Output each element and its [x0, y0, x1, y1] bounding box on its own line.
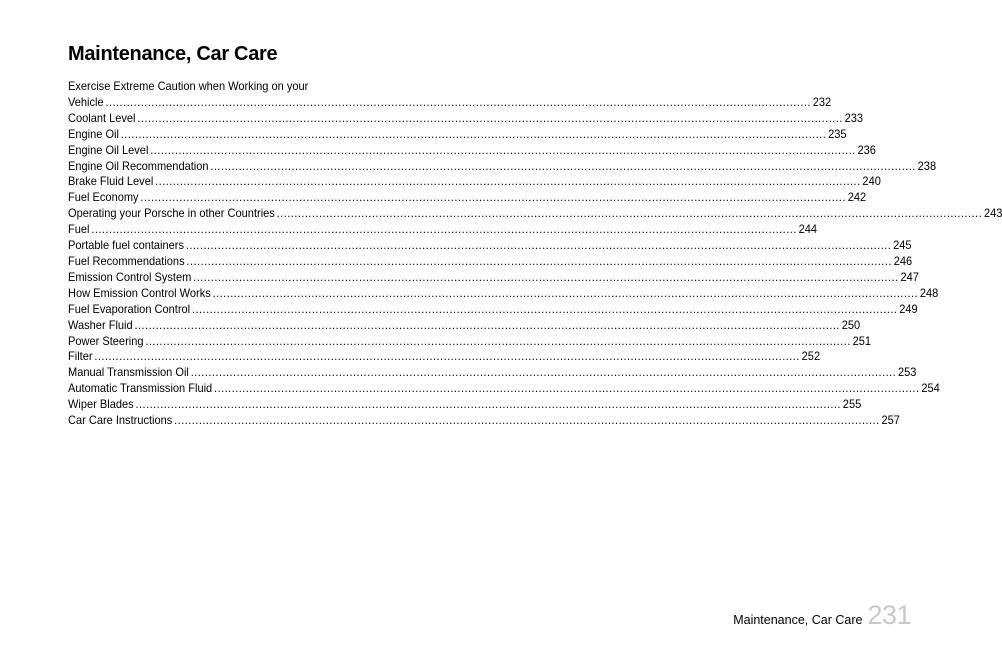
toc-entry-page-number: 244	[798, 222, 818, 237]
toc-entry-label: Portable fuel containers	[68, 238, 184, 253]
toc-entry[interactable]	[68, 158, 937, 175]
toc-dot-leader: ........................................................................................................................................................................................................	[145, 333, 851, 348]
toc-dot-leader: ........................................................................................................................................................................................................	[94, 349, 800, 364]
toc-entry-label: Fuel Economy	[68, 190, 139, 205]
toc-entry[interactable]	[68, 285, 939, 302]
toc-dot-leader: ........................................................................................................................................................................................................	[212, 285, 919, 300]
toc-entry-page-number: 247	[900, 269, 919, 284]
toc-entry-label: Power Steering	[68, 333, 144, 348]
toc-entry[interactable]	[68, 174, 881, 190]
toc-entry-label: Washer Fluid	[68, 317, 133, 332]
toc-entry-label: Brake Fluid Level	[68, 174, 154, 189]
toc-entry-label: Emission Control System	[68, 269, 192, 284]
toc-entry-label-line1: Exercise Extreme Caution when Working on your	[68, 79, 309, 93]
toc-entry[interactable]	[68, 397, 862, 413]
toc-entry[interactable]	[68, 206, 1002, 222]
toc-entry-page-number: 249	[899, 301, 918, 316]
toc-entry-page-number: 245	[893, 238, 912, 253]
toc-entry-label: Coolant Level	[68, 110, 136, 125]
toc-entry-page-number: 236	[857, 142, 876, 157]
toc-dot-leader: ........................................................................................................................................................................................................	[150, 142, 856, 157]
toc-dot-leader: ........................................................................................................................................................................................................	[155, 174, 861, 189]
toc-entry[interactable]	[68, 317, 861, 334]
toc-dot-leader: ........................................................................................................................................................................................................	[140, 190, 846, 205]
toc-entry-page-number: 251	[852, 333, 872, 348]
toc-entry-page-number: 243	[983, 206, 1002, 221]
toc-entry-page-number: 246	[893, 253, 913, 268]
toc-dot-leader: ........................................................................................................................................................................................................	[120, 126, 827, 141]
footer-page-number: 231	[867, 600, 911, 630]
toc-dot-leader: ........................................................................................................................................................................................................	[91, 222, 797, 237]
toc-dot-leader: ........................................................................................................................................................................................................	[210, 158, 916, 173]
toc-entry[interactable]	[68, 365, 917, 381]
toc-entry-page-number: 232	[812, 94, 832, 109]
toc-entry-page-number: 242	[847, 190, 867, 205]
toc-entry-label: Fuel Recommendations	[68, 253, 185, 268]
toc-entry[interactable]	[68, 238, 912, 254]
toc-dot-leader: ........................................................................................................................................................................................................	[186, 253, 892, 268]
table-of-contents	[68, 79, 1002, 429]
toc-dot-leader: ........................................................................................................................................................................................................	[191, 301, 898, 316]
toc-entry-label: Manual Transmission Oil	[68, 365, 189, 380]
toc-entry[interactable]	[68, 381, 940, 397]
toc-entry-label: Wiper Blades	[68, 397, 134, 412]
toc-entry[interactable]	[68, 333, 872, 350]
toc-dot-leader: ........................................................................................................................................................................................................	[174, 413, 880, 428]
toc-entry-page-number: 248	[919, 285, 939, 300]
toc-entry[interactable]	[68, 79, 832, 111]
toc-dot-leader: ........................................................................................................................................................................................................	[193, 269, 899, 284]
toc-entry-page-number: 252	[801, 349, 821, 364]
toc-dot-leader: ........................................................................................................................................................................................................	[185, 238, 892, 253]
toc-entry-label: Automatic Transmission Fluid	[68, 381, 213, 396]
toc-entry-page-number: 238	[917, 158, 937, 173]
toc-entry-label: Car Care Instructions	[68, 413, 173, 428]
toc-entry-label: Engine Oil Level	[68, 142, 149, 157]
toc-entry-label: Operating your Porsche in other Countries	[68, 206, 275, 221]
toc-entry[interactable]	[68, 190, 867, 206]
toc-dot-leader: ........................................................................................................................................................................................................	[105, 94, 811, 109]
toc-entry[interactable]	[68, 253, 913, 270]
toc-dot-leader: ........................................................................................................................................................................................................	[134, 317, 840, 332]
toc-entry[interactable]	[68, 349, 821, 365]
page-footer	[733, 600, 911, 631]
toc-entry-page-number: 254	[921, 381, 940, 396]
footer-section-label: Maintenance, Car Care	[733, 613, 863, 627]
toc-entry-page-number: 240	[862, 174, 881, 189]
toc-entry-label: Engine Oil	[68, 126, 119, 141]
toc-entry[interactable]	[68, 142, 876, 159]
toc-entry[interactable]	[68, 126, 847, 143]
toc-entry-page-number: 235	[828, 126, 847, 141]
toc-entry[interactable]	[68, 301, 918, 318]
toc-dot-leader: ........................................................................................................................................................................................................	[137, 110, 843, 125]
toc-dot-leader: ........................................................................................................................................................................................................	[214, 381, 920, 396]
toc-entry-page-number: 250	[841, 317, 861, 332]
toc-entry-label: Vehicle	[68, 94, 104, 109]
toc-entry[interactable]	[68, 269, 919, 286]
toc-entry-label: How Emission Control Works	[68, 285, 211, 300]
toc-entry-page-number: 257	[881, 413, 900, 428]
toc-dot-leader: ........................................................................................................................................................................................................	[190, 365, 897, 380]
page-title: Maintenance, Car Care	[68, 43, 278, 65]
toc-dot-leader: ........................................................................................................................................................................................................	[135, 397, 841, 412]
toc-entry-label: Filter	[68, 349, 93, 364]
toc-entry-page-number: 253	[898, 365, 917, 380]
toc-entry[interactable]	[68, 413, 900, 429]
toc-entry-label: Fuel	[68, 222, 90, 237]
toc-entry-label: Engine Oil Recommendation	[68, 158, 209, 173]
toc-entry[interactable]	[68, 222, 818, 238]
toc-entry-page-number: 255	[842, 397, 862, 412]
toc-entry[interactable]	[68, 110, 864, 127]
toc-entry-page-number: 233	[844, 110, 864, 125]
toc-dot-leader: ........................................................................................................................................................................................................	[276, 206, 983, 221]
toc-entry-label: Fuel Evaporation Control	[68, 301, 191, 316]
